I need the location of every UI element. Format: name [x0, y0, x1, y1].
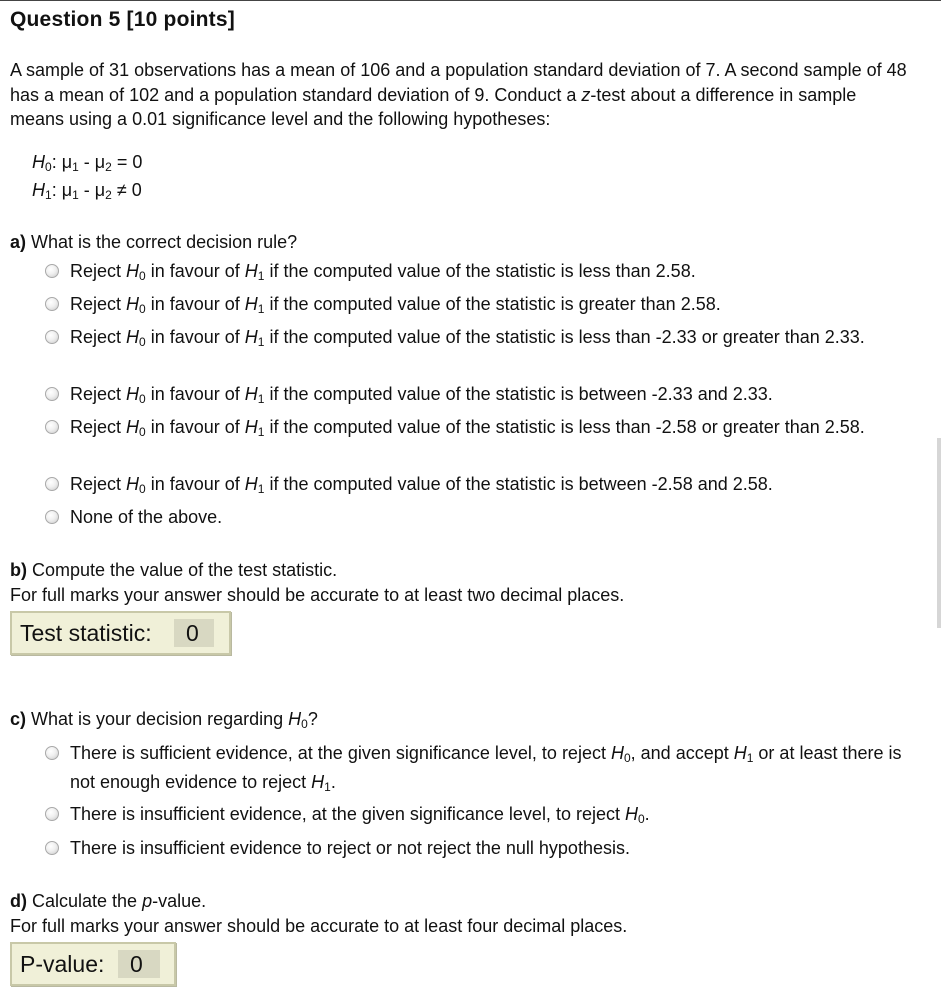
part-d-note: For full marks your answer should be accurate to at least four decimal places. — [10, 916, 628, 936]
radio-button[interactable] — [45, 807, 59, 821]
radio-button[interactable] — [45, 477, 59, 491]
part-b-question: b) Compute the value of the test statistic. — [10, 560, 338, 580]
part-a-option-6[interactable]: Reject $H_0$ in favour of $H_1$ if the computed value of the statistic is between -2.58 and 2.58. — [70, 470, 920, 499]
part-c-option-1[interactable]: There is sufficient evidence, at the given significance level, to reject $H_0$, and accept $H_1$ or at least there is not enough evidence to reject $H_1$. — [70, 739, 920, 797]
part-a-option-1[interactable]: Reject $H_0$ in favour of $H_1$ if the computed value of the statistic is less than 2.58. — [70, 257, 920, 286]
radio-button[interactable] — [45, 297, 59, 311]
test-statistic-input[interactable]: 0 — [174, 619, 214, 647]
part-a-option-3[interactable]: Reject $H_0$ in favour of $H_1$ if the computed value of the statistic is less than -2.33 or greater than 2.33. — [70, 323, 920, 352]
scrollbar[interactable] — [937, 438, 941, 628]
radio-button[interactable] — [45, 420, 59, 434]
alternative-hypothesis: $H_1$: $\mu_1 - \mu_2 \ne 0$ — [32, 180, 142, 202]
part-a-option-2[interactable]: Reject $H_0$ in favour of $H_1$ if the computed value of the statistic is greater than 2.58. — [70, 290, 920, 319]
intro-text: A sample of 31 observations has a mean of 106 and a population standard deviation of 7. A second sample of 48 has a mean of 102 and a population standard deviation of 9. Conduct a z-test about a difference in sample means using a 0.01 significance level and the following hypotheses: — [10, 60, 907, 129]
radio-button[interactable] — [45, 510, 59, 524]
p-value-box — [10, 942, 176, 986]
radio-button[interactable] — [45, 330, 59, 344]
part-b-note: For full marks your answer should be accurate to at least two decimal places. — [10, 585, 625, 605]
part-d-question: d) Calculate the p-value. — [10, 891, 207, 911]
part-a-question: a) What is the correct decision rule? — [10, 232, 298, 252]
test-statistic-box — [10, 611, 231, 655]
part-a-option-4[interactable]: Reject $H_0$ in favour of $H_1$ if the computed value of the statistic is between -2.33 and 2.33. — [70, 380, 920, 409]
part-a-option-none[interactable]: None of the above. — [70, 503, 920, 532]
p-value-label: P-value: — [20, 951, 105, 977]
radio-button[interactable] — [45, 264, 59, 278]
radio-button[interactable] — [45, 841, 59, 855]
null-hypothesis: $H_0$: $\mu_1 - \mu_2 = 0$ — [32, 152, 143, 174]
p-value-input[interactable]: 0 — [118, 950, 160, 978]
top-border — [0, 0, 941, 1]
page-title: Question 5 [10 points] — [10, 8, 235, 31]
radio-button[interactable] — [45, 387, 59, 401]
part-c-question: c) What is your decision regarding $H_0$? — [10, 709, 318, 731]
test-statistic-label: Test statistic: — [20, 620, 152, 646]
part-c-option-2[interactable]: There is insufficient evidence, at the given significance level, to reject $H_0$. — [70, 800, 920, 829]
radio-button[interactable] — [45, 746, 59, 760]
part-c-option-3[interactable]: There is insufficient evidence to reject or not reject the null hypothesis. — [70, 834, 920, 863]
part-a-option-5[interactable]: Reject $H_0$ in favour of $H_1$ if the computed value of the statistic is less than -2.58 or greater than 2.58. — [70, 413, 920, 442]
